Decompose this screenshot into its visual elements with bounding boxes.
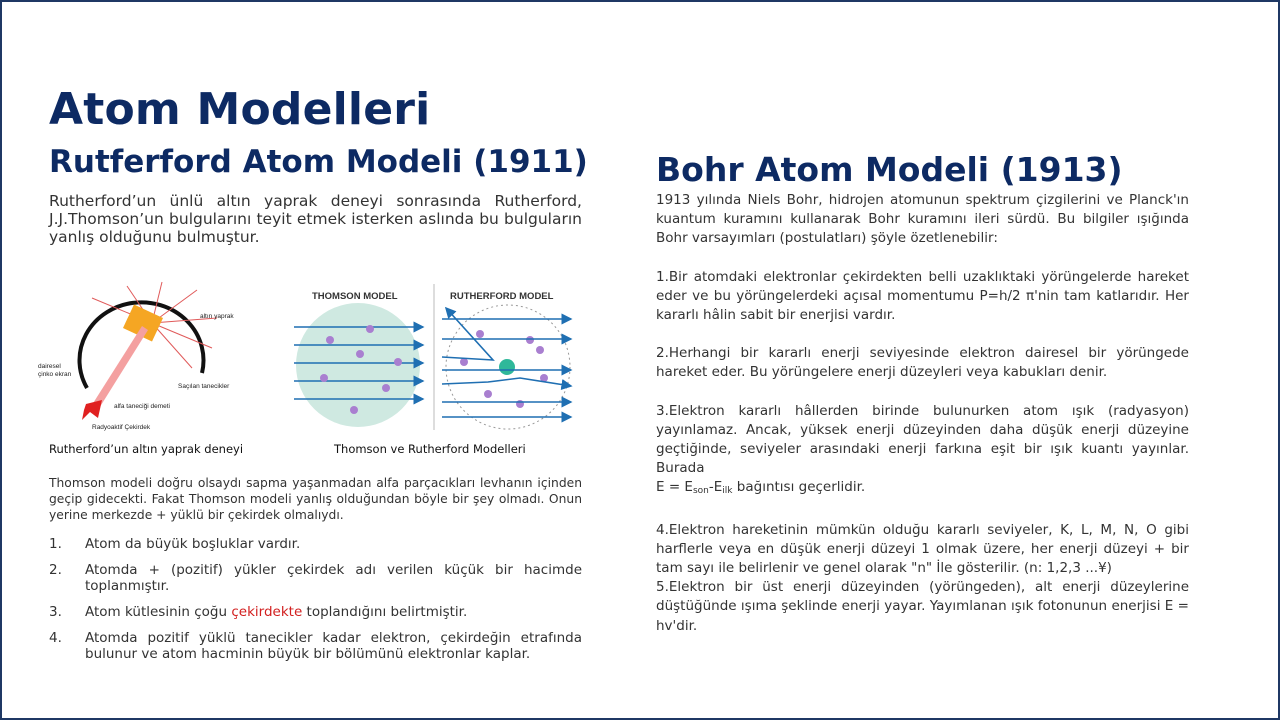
label-alpha-beam: alfa taneciği demeti xyxy=(114,403,171,410)
label-gold-leaf: altın yaprak xyxy=(200,313,234,320)
label-scattered-particles: Saçılan tanecikler xyxy=(178,383,230,390)
list-item: 1. Atom da büyük boşluklar vardır. xyxy=(49,536,301,552)
thomson-rutherford-figure xyxy=(288,282,578,432)
thomson-explanation: Thomson modeli doğru olsaydı sapma yaşanmadan alfa parçacıkları levhanın içinden geçip gidecekti. Fakat Thomson modeli yanlış olduğundan böyle bir şey olmadı. Onun yerine merkezde + yüklü bir çekirdek olmalıydı. xyxy=(49,476,582,522)
alpha-beam xyxy=(90,326,148,410)
bohr-postulate-1: 1.Bir atomdaki elektronlar çekirdekten belli uzaklıktaki yörüngelerde hareket eder ve bu yörüngelerdeki açısal momentumu P=h/2 π'nin tam katlarıdır. Her kararlı hâlin sabit bir enerjisi vardır. xyxy=(656,268,1189,324)
bohr-content xyxy=(656,191,1189,636)
bohr-intro: 1913 yılında Niels Bohr, hidrojen atomunun spektrum çizgilerini ve Planck'ın kuantum kuramını kullanarak Bohr kuramını ileri sürdü. Bu bilgiler ışığında Bohr varsayımları (postulatları) şöyle özetlenebilir: xyxy=(656,192,1189,247)
caption-models: Thomson ve Rutherford Modelleri xyxy=(334,442,526,456)
list-item: 3. Atom kütlesinin çoğu çekirdekte toplandığını belirtmiştir. xyxy=(49,604,468,620)
label-zinc-screen: çinko ekran xyxy=(38,371,72,378)
bohr-heading: Bohr Atom Modeli (1913) xyxy=(656,150,1123,189)
thomson-model-label: THOMSON MODEL xyxy=(312,291,398,302)
bohr-postulate-4: 4.Elektron hareketinin mümkün olduğu kararlı seviyeler, K, L, M, N, O gibi harflerle veya en düşük enerji düzeyi 1 olmak üzere, her enerji düzeyi + bir tam sayı ile belirlenir ve genel olarak "n" İle gösterilir. (n: 1,2,3 ...¥) xyxy=(656,521,1189,577)
list-item: 4. Atomda pozitif yüklü tanecikler kadar elektron, çekirdeğin etrafında bulunur ve atom hacminin büyük bir bölümünü elektronlar kaplar. xyxy=(49,630,582,662)
rutherford-findings-list xyxy=(49,536,582,672)
thomson-sphere xyxy=(296,303,420,427)
label-circular: dairesel xyxy=(38,363,61,370)
rutherford-nucleus xyxy=(499,359,515,375)
rutherford-heading: Rutferford Atom Modeli (1911) xyxy=(49,144,588,180)
bohr-postulate-5: 5.Elektron bir üst enerji düzeyinden (yörüngeden), alt enerji düzeylerine düştüğünde ışıma şeklinde enerji yayar. Yayımlanan ışık fotonunun enerjisi E = hv'dir. xyxy=(656,579,1189,634)
bohr-postulate-3: 3.Elektron kararlı hâllerden birinde bulunurken atom ışık (radyasyon) yayınlamaz. Ancak, yüksek enerji düzeyinden daha düşük enerji düzeyine geçtiğinde, seviyeler arasındaki enerji farkına eşit bir ışık kuantı yayınlar. Burada $E = E_{son}-E_{ilk}$ bağıntısı geçerlidir. xyxy=(656,402,1189,497)
rutherford-intro: Rutherford’un ünlü altın yaprak deneyi sonrasında Rutherford, J.J.Thomson’un bulgularını teyit etmek isterken aslında bu bulguların yanlış olduğunu bulmuştur. xyxy=(49,192,582,246)
bohr-postulate-2: 2.Herhangi bir kararlı enerji seviyesinde elektron dairesel bir yörüngede hareket eder. Bu yörüngelere enerji düzeyleri veya kabukları denir. xyxy=(656,345,1189,381)
page-title: Atom Modelleri xyxy=(49,84,431,135)
gold-foil-experiment-figure xyxy=(32,278,262,438)
rutherford-model-label: RUTHERFORD MODEL xyxy=(450,291,554,302)
list-item: 2. Atomda + (pozitif) yükler çekirdek adı verilen küçük bir hacimde toplanmıştır. xyxy=(49,562,582,594)
highlight-nucleus: çekirdekte xyxy=(231,604,303,620)
radioactive-source xyxy=(82,400,102,420)
label-radioactive-source: Radyoaktif Çekirdek xyxy=(92,424,151,431)
caption-gold-foil: Rutherford’un altın yaprak deneyi xyxy=(49,442,244,456)
